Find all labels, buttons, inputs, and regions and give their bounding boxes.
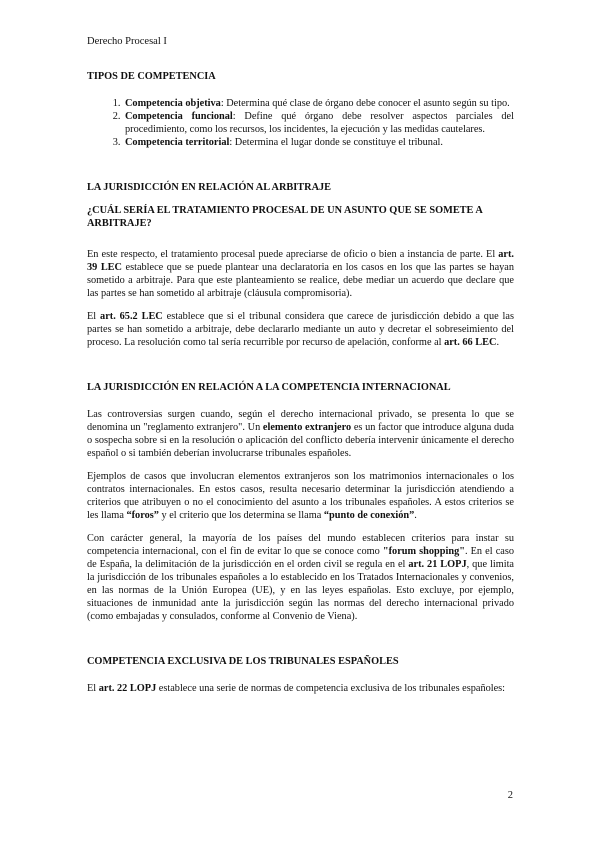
heading-internacional: LA JURISDICCIÓN EN RELACIÓN A LA COMPETENCIA INTERNACIONAL <box>87 382 451 393</box>
text-run: . En el caso de España, la delimitación de la jurisdicción en el orden civil se regula en el <box>87 546 515 570</box>
text-run: El <box>87 311 101 322</box>
key-term: “punto de conexión” <box>323 510 415 521</box>
text-run: En este respecto, el tratamiento procesal puede apreciarse de oficio o bien a instancia de parte. El <box>87 249 499 260</box>
paragraph <box>87 532 514 623</box>
list-item <box>123 97 514 110</box>
paragraph <box>87 248 514 300</box>
page-number: 2 <box>507 790 513 801</box>
text-run: . <box>496 337 500 348</box>
legal-reference: art. 21 LOPJ <box>408 559 467 570</box>
legal-reference: art. 66 LEC <box>444 337 497 348</box>
paragraph <box>87 408 514 460</box>
text-run: y el criterio que los determina se llama <box>158 510 324 521</box>
paragraph <box>87 682 514 695</box>
text-run: establece una serie de normas de competencia exclusiva de los tribunales españoles: <box>156 683 506 694</box>
text-run: establece que si el tribunal considera que carece de jurisdicción debido a que las partes se han sometido a arbitraje, debe declararlo mediante un auto y decretar el sobreseimiento del proceso. La resolución como tal sería recurrible por recurso de apelación, conforme al <box>87 311 514 348</box>
text-run: Las controversias surgen cuando, según el derecho internacional privado, se presenta lo que se denomina un "reglamento extranjero". Un <box>87 409 514 433</box>
legal-reference: art. 39 LEC <box>87 249 514 273</box>
key-term: "forum shopping" <box>382 546 465 557</box>
list-term: Competencia territorial <box>125 137 230 148</box>
text-run: Ejemplos de casos que involucran elementos extranjeros son los matrimonios internacionales o los contratos internacionales. En estos casos, resulta necesario determinar la jurisdicción atendiendo a criterios que atribuyen o no el conocimiento del asunto a los tribunales españoles. A estos criterios se les llama <box>87 471 514 521</box>
list-term: Competencia funcional <box>125 111 233 122</box>
text-run: establece que se puede plantear una declaratoria en los casos en los que las partes se hayan sometido a arbitraje. Para que este planteamiento se realice, debe mediar un acuerdo que declare que las partes se han sometido al arbitraje (cláusula compromisoria). <box>87 262 515 299</box>
question-arbitraje: ¿CUÁL SERÍA EL TRATAMIENTO PROCESAL DE UN ASUNTO QUE SE SOMETE A ARBITRAJE? <box>87 205 483 229</box>
list-text: : Determina qué clase de órgano debe conocer el asunto según su tipo. <box>220 98 510 109</box>
paragraph <box>87 470 514 522</box>
text-run: . <box>414 510 417 521</box>
list-term: Competencia objetiva <box>125 98 221 109</box>
legal-reference: art. 22 LOPJ <box>98 683 157 694</box>
heading-exclusiva: COMPETENCIA EXCLUSIVA DE LOS TRIBUNALES ESPAÑOLES <box>87 656 399 667</box>
heading-arbitraje: LA JURISDICCIÓN EN RELACIÓN AL ARBITRAJE <box>87 182 332 193</box>
list-text: : Determina el lugar donde se constituye el tribunal. <box>229 137 443 148</box>
key-term: “foros” <box>126 510 159 521</box>
text-run: El <box>87 683 99 694</box>
list-text: : Define qué órgano debe resolver aspectos parciales del procedimiento, como los recursos, los incidentes, la ejecución y las medidas cautelares. <box>125 111 514 135</box>
text-run: Con carácter general, la mayoría de los países del mundo establecen criterios para instar su competencia internacional, con el fin de evitar lo que se conoce como <box>87 533 514 557</box>
key-term: elemento extranjero <box>262 422 352 433</box>
heading-tipos: TIPOS DE COMPETENCIA <box>87 71 216 82</box>
competence-types-list <box>87 97 514 149</box>
page-content <box>87 70 514 695</box>
list-item <box>123 110 514 136</box>
text-run: , que limita la jurisdicción de los tribunales españoles a lo establecido en los Tratados Internacionales y convenios, en las normas de la Unión Europea (UE), y en las leyes españolas. Esto excluye, por ejemplo, situaciones de inmunidad ante la jurisdicción según las normas del derecho internacional privado (como embajadas y consulados, conforme al Convenio de Viena). <box>87 559 514 622</box>
text-run: es un factor que introduce alguna duda o sospecha sobre si en la resolución o aplicación del conflicto debería intervenir únicamente el derecho español o si también deberían involucrarse tribunales españoles. <box>87 422 515 459</box>
paragraph <box>87 310 514 349</box>
legal-reference: art. 65.2 LEC <box>100 311 163 322</box>
running-header: Derecho Procesal I <box>87 36 167 47</box>
list-item <box>123 136 514 149</box>
